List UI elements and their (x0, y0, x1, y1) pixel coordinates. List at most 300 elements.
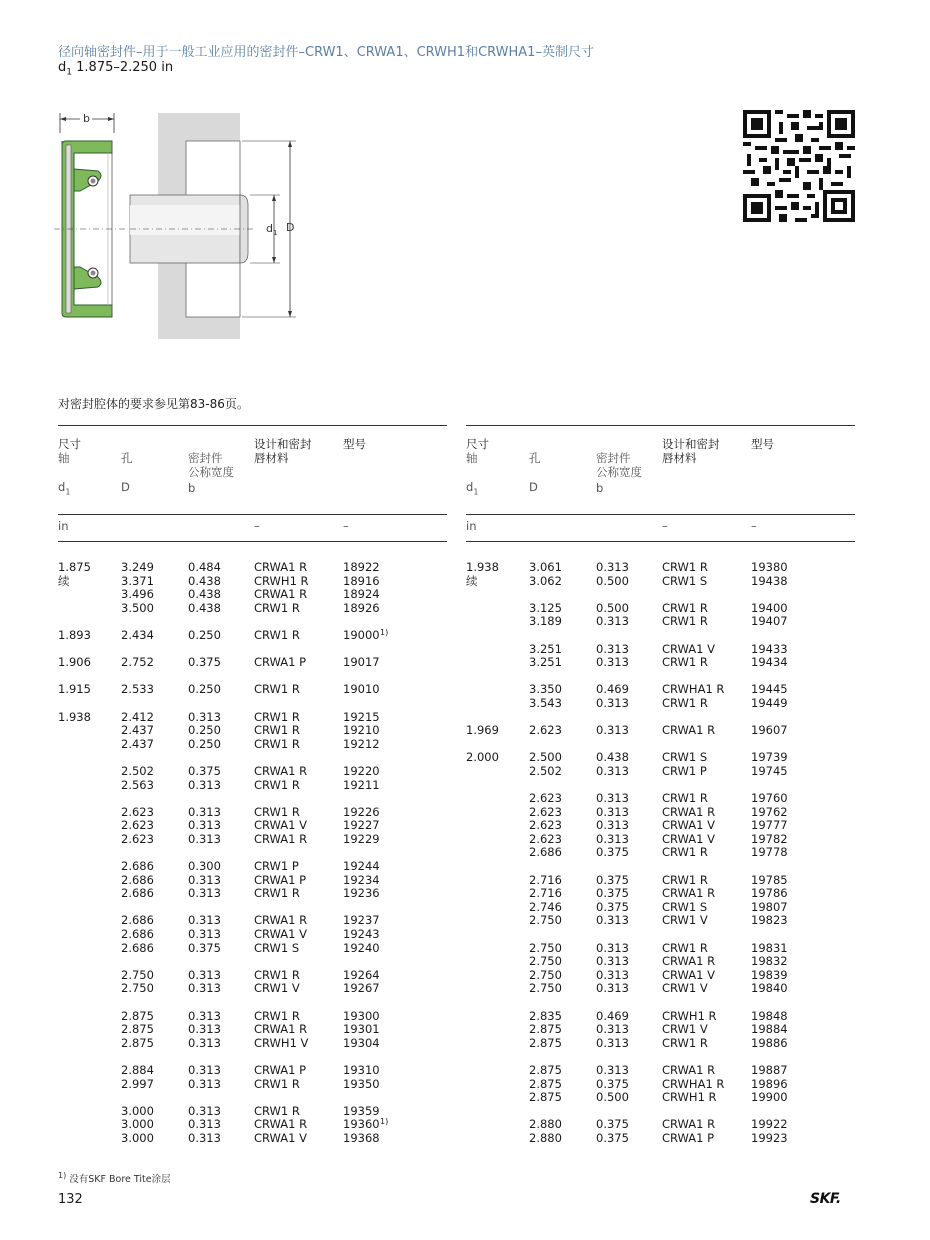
skf-logo: SKF. (810, 1191, 841, 1207)
table-row (466, 833, 855, 847)
seal-width-cell: 0.313 (188, 1022, 221, 1037)
designation-cell: 19237 (343, 913, 380, 928)
table-row (58, 1078, 447, 1092)
design-material-cell: CRWA1 P (254, 655, 307, 670)
designation-cell: 19922 (751, 1117, 788, 1132)
bore-diameter-cell: 2.835 (529, 1008, 562, 1023)
table-row (466, 765, 855, 779)
designation-cell: 19887 (751, 1062, 788, 1077)
table-row (58, 1037, 447, 1051)
designation-cell: 19350 (343, 1076, 380, 1091)
table-row (466, 575, 855, 589)
designation-cell: 19234 (343, 872, 380, 887)
designation-cell: 19782 (751, 831, 788, 846)
design-material-cell: CRW1 R (662, 560, 708, 574)
designation-cell: 19244 (343, 859, 380, 874)
design-material-cell: CRWA1 R (662, 1117, 716, 1132)
table-row (466, 1078, 855, 1092)
seal-width-cell: 0.500 (596, 1090, 629, 1105)
page-title: 径向轴密封件–用于一般工业应用的密封件–CRW1、CRWA1、CRWH1和CRWHA1–英制尺寸 (58, 45, 594, 60)
designation-cell: 19831 (751, 940, 788, 955)
table-body-right (466, 561, 855, 1146)
seal-width-cell: 0.375 (596, 1117, 629, 1132)
seal-width-cell: 0.375 (596, 1076, 629, 1091)
design-material-cell: CRW1 P (662, 763, 707, 778)
table-row (466, 1037, 855, 1051)
unit-dash: – (254, 519, 260, 533)
table-row (466, 683, 855, 697)
table-rule (466, 425, 855, 426)
design-material-cell: CRWA1 V (662, 967, 716, 982)
designation-cell: 19438 (751, 573, 788, 588)
designation-cell: 19760 (751, 791, 788, 806)
qr-code (743, 110, 855, 222)
table-row (466, 955, 855, 969)
designation-cell: 19212 (343, 736, 380, 751)
seal-width-cell: 0.313 (188, 804, 221, 819)
design-material-cell: CRWH1 V (254, 1035, 309, 1050)
shaft-diameter-cell: 1.875 (58, 560, 91, 574)
table-row (466, 561, 855, 575)
designation-cell: 18924 (343, 587, 380, 602)
bore-diameter-cell: 2.875 (529, 1090, 562, 1105)
seal-width-cell: 0.313 (596, 560, 629, 574)
bore-diameter-cell: 2.750 (529, 940, 562, 955)
bore-diameter-cell: 2.686 (121, 886, 154, 901)
seal-width-cell: 0.375 (188, 763, 221, 778)
bore-diameter-cell: 2.875 (529, 1022, 562, 1037)
unit-in: in (466, 519, 477, 533)
design-material-cell: CRWA1 R (662, 886, 716, 901)
symbol-b: b (596, 481, 604, 495)
bore-diameter-cell: 2.686 (121, 872, 154, 887)
seal-width-cell: 0.313 (596, 954, 629, 969)
designation-cell: 19449 (751, 695, 788, 710)
seal-width-cell: 0.484 (188, 560, 221, 574)
designation-cell: 19229 (343, 831, 380, 846)
seal-width-cell: 0.250 (188, 682, 221, 697)
seal-width-cell: 0.313 (596, 818, 629, 833)
seal-width-cell: 0.313 (596, 831, 629, 846)
table-row (466, 874, 855, 888)
seal-width-cell: 0.313 (188, 1008, 221, 1023)
designation-cell: 19017 (343, 655, 380, 670)
bore-diameter-cell: 2.875 (529, 1076, 562, 1091)
label-b: b (83, 112, 90, 125)
header-bore: 孔 (121, 451, 133, 465)
table-row (58, 724, 447, 738)
seal-width-cell: 0.313 (188, 777, 221, 792)
seal-width-cell: 0.313 (596, 913, 629, 928)
size-range-subtitle: $d_1$ 1.875–2.250 in (58, 60, 174, 78)
designation-cell: 18926 (343, 600, 380, 615)
designation-cell: 19848 (751, 1008, 788, 1023)
designation-cell: 19900 (751, 1090, 788, 1105)
seal-width-cell: 0.313 (188, 967, 221, 982)
design-material-cell: CRW1 R (662, 791, 708, 806)
designation-cell: 19240 (343, 940, 380, 955)
design-material-cell: CRWA1 R (662, 723, 716, 738)
designation-cell: 19400 (751, 600, 788, 615)
header-bore: 孔 (529, 451, 541, 465)
designation-cell: 19745 (751, 763, 788, 778)
seal-width-cell: 0.469 (596, 1008, 629, 1023)
table-row (466, 969, 855, 983)
designation-cell: 19785 (751, 872, 788, 887)
design-material-cell: CRW1 R (662, 600, 708, 615)
design-material-cell: CRW1 R (662, 845, 708, 860)
table-row (466, 1010, 855, 1024)
table-row (58, 683, 447, 697)
bore-diameter-cell: 2.716 (529, 872, 562, 887)
designation-cell: 19886 (751, 1035, 788, 1050)
designation-cell: 19778 (751, 845, 788, 860)
footnote: $^{1)}$ 没有SKF Bore Tite涂层 (58, 1170, 171, 1185)
bore-diameter-cell: 2.750 (121, 967, 154, 982)
table-row (466, 792, 855, 806)
bore-diameter-cell: 2.686 (529, 845, 562, 860)
shaft-diameter-cell: 1.969 (466, 723, 499, 738)
design-material-cell: CRWA1 R (662, 1062, 716, 1077)
design-material-cell: CRWA1 P (662, 1130, 715, 1145)
header-width: 密封件 公称宽度 (596, 451, 642, 479)
designation-cell: 18916 (343, 573, 380, 588)
seal-width-cell: 0.375 (596, 899, 629, 914)
design-material-cell: CRW1 R (254, 1076, 300, 1091)
table-row (58, 874, 447, 888)
table-row (466, 1064, 855, 1078)
design-material-cell: CRW1 S (254, 940, 300, 955)
table-row: 1.893 2.434 0.250 CRW1 R 19000 1) (58, 627, 389, 642)
bore-diameter-cell: 2.750 (529, 967, 562, 982)
table-row (466, 806, 855, 820)
designation-cell: 19368 (343, 1130, 380, 1145)
designation-cell: 19215 (343, 709, 380, 724)
table-row (466, 751, 855, 765)
symbol-d1: $d_1$ (466, 480, 479, 497)
bore-diameter-cell: 3.371 (121, 573, 154, 588)
seal-width-cell: 0.375 (596, 845, 629, 860)
designation-cell: 19227 (343, 818, 380, 833)
designation-cell: 19777 (751, 818, 788, 833)
seal-width-cell: 0.313 (188, 872, 221, 887)
designation-cell: 19762 (751, 804, 788, 819)
design-material-cell: CRW1 V (662, 981, 708, 996)
seal-width-cell: 0.313 (596, 614, 629, 629)
bore-diameter-cell: 2.502 (529, 763, 562, 778)
bore-diameter-cell: 2.880 (529, 1117, 562, 1132)
seal-width-cell: 0.313 (188, 709, 221, 724)
bore-diameter-cell: 2.686 (121, 927, 154, 942)
designation-cell: 19445 (751, 682, 788, 697)
table-row (58, 1105, 447, 1119)
table-row (58, 1010, 447, 1024)
bore-diameter-cell: 3.000 (121, 1117, 154, 1132)
designation-cell: 19359 (343, 1103, 380, 1118)
designation-cell: 19739 (751, 750, 788, 765)
seal-width-cell: 0.313 (596, 791, 629, 806)
design-material-cell: CRWHA1 R (662, 682, 725, 697)
bore-diameter-cell: 2.752 (121, 655, 154, 670)
bore-diameter-cell: 2.623 (121, 831, 154, 846)
table-row (58, 711, 447, 725)
table-row (58, 887, 447, 901)
table-row (58, 942, 447, 956)
bore-diameter-cell: 2.623 (529, 818, 562, 833)
designation-cell: 19264 (343, 967, 380, 982)
design-material-cell: CRWHA1 R (662, 1076, 725, 1091)
table-row (466, 901, 855, 915)
table-row (58, 982, 447, 996)
design-material-cell: CRW1 R (254, 709, 300, 724)
table-row (58, 765, 447, 779)
table-row (466, 1132, 855, 1146)
design-material-cell: CRWA1 R (254, 560, 308, 574)
table-row (466, 914, 855, 928)
design-material-cell: CRW1 R (254, 777, 300, 792)
shaft-diameter-cell: 1.906 (58, 655, 91, 670)
seal-width-cell: 0.313 (596, 981, 629, 996)
seal-width-cell: 0.375 (596, 886, 629, 901)
bore-diameter-cell: 2.746 (529, 899, 562, 914)
bore-diameter-cell: 2.716 (529, 886, 562, 901)
bore-diameter-cell: 2.875 (529, 1062, 562, 1077)
table-row (58, 588, 447, 602)
bore-diameter-cell: 2.623 (529, 791, 562, 806)
seal-width-cell: 0.313 (188, 1117, 221, 1132)
header-width: 密封件 公称宽度 (188, 451, 234, 479)
seal-width-cell: 0.313 (188, 1130, 221, 1145)
header-designation: 型号 (343, 437, 366, 451)
designation-cell: 19300 (343, 1008, 380, 1023)
design-material-cell: CRWA1 R (662, 954, 716, 969)
seal-width-cell: 0.250 (188, 723, 221, 738)
table-row (58, 1064, 447, 1078)
design-material-cell: CRW1 R (662, 695, 708, 710)
label-D: D (286, 221, 295, 234)
bore-diameter-cell: 2.533 (121, 682, 154, 697)
housing-requirements-note: 对密封腔体的要求参见第83-86页。 (58, 397, 249, 411)
seal-width-cell: 0.313 (596, 1035, 629, 1050)
bore-diameter-cell: 2.623 (121, 818, 154, 833)
bore-diameter-cell: 2.686 (121, 859, 154, 874)
seal-width-cell: 0.313 (188, 1062, 221, 1077)
seal-width-cell: 0.313 (188, 927, 221, 942)
designation-cell: 19884 (751, 1022, 788, 1037)
design-material-cell: CRW1 R (254, 967, 300, 982)
seal-width-cell: 0.313 (188, 913, 221, 928)
bore-diameter-cell: 2.623 (529, 804, 562, 819)
header-design: 设计和密封 唇材料 (662, 437, 720, 465)
unit-dash: – (662, 519, 668, 533)
table-row (466, 887, 855, 901)
bore-diameter-cell: 3.061 (529, 560, 562, 574)
design-material-cell: CRW1 S (662, 899, 708, 914)
seal-width-cell: 0.375 (596, 1130, 629, 1145)
designation-cell: 19243 (343, 927, 380, 942)
designation-cell: 19267 (343, 981, 380, 996)
bore-diameter-cell: 3.350 (529, 682, 562, 697)
designation-cell: 19832 (751, 954, 788, 969)
bore-diameter-cell: 2.875 (121, 1008, 154, 1023)
bore-diameter-cell: 2.875 (121, 1035, 154, 1050)
design-material-cell: CRW1 P (254, 859, 299, 874)
seal-width-cell: 0.313 (188, 1076, 221, 1091)
shaft-diameter-cell: 1.915 (58, 682, 91, 697)
seal-width-cell: 0.250 (188, 627, 221, 642)
design-material-cell: CRW1 V (254, 981, 300, 996)
seal-width-cell: 0.313 (596, 940, 629, 955)
table-row (466, 602, 855, 616)
table-row (466, 942, 855, 956)
table-row (466, 697, 855, 711)
design-material-cell: CRW1 R (254, 682, 300, 697)
table-row (466, 615, 855, 629)
designation-cell: 19304 (343, 1035, 380, 1050)
seal-width-cell: 0.313 (596, 763, 629, 778)
design-material-cell: CRWA1 V (254, 1130, 308, 1145)
designation-cell: 19360 (343, 1117, 380, 1132)
designation-cell: 18922 (343, 560, 380, 574)
seal-width-cell: 0.438 (596, 750, 629, 765)
seal-width-cell: 0.313 (596, 723, 629, 738)
table-row (58, 914, 447, 928)
design-material-cell: CRWA1 R (662, 804, 716, 819)
designation-cell: 19786 (751, 886, 788, 901)
seal-cross-section-drawing (50, 105, 310, 350)
design-material-cell: CRWA1 V (254, 818, 308, 833)
design-material-cell: CRW1 S (662, 750, 708, 765)
design-material-cell: CRWH1 R (254, 573, 309, 588)
designation-cell: 19000 (343, 627, 380, 642)
symbol-d1: $d_1$ (58, 480, 71, 497)
table-row (58, 1023, 447, 1037)
table-row (58, 561, 447, 575)
table-rule (466, 541, 855, 542)
bore-diameter-cell: 3.251 (529, 641, 562, 656)
design-material-cell: CRWA1 R (254, 831, 308, 846)
bore-diameter-cell: 2.623 (529, 723, 562, 738)
seal-width-cell: 0.313 (596, 1022, 629, 1037)
table-row (466, 1023, 855, 1037)
label-d1: $d_1$ (266, 222, 278, 237)
shaft-diameter-cell: 1.938 (58, 709, 91, 724)
unit-dash: – (343, 519, 349, 533)
design-material-cell: CRW1 R (254, 736, 300, 751)
seal-width-cell: 0.313 (596, 695, 629, 710)
design-material-cell: CRW1 R (254, 804, 300, 819)
header-design: 设计和密封 唇材料 (254, 437, 312, 465)
table-row (58, 779, 447, 793)
page-number: 132 (58, 1192, 83, 1207)
design-material-cell: CRW1 R (662, 940, 708, 955)
design-material-cell: CRW1 S (662, 573, 708, 588)
design-material-cell: CRWA1 R (254, 1117, 308, 1132)
bore-diameter-cell: 3.189 (529, 614, 562, 629)
design-material-cell: CRWA1 V (254, 927, 308, 942)
design-material-cell: CRWA1 V (662, 831, 716, 846)
design-material-cell: CRWA1 R (254, 763, 308, 778)
bore-diameter-cell: 2.750 (529, 913, 562, 928)
unit-dash: – (751, 519, 757, 533)
seal-width-cell: 0.250 (188, 736, 221, 751)
design-material-cell: CRW1 R (662, 872, 708, 887)
header-designation: 型号 (751, 437, 774, 451)
designation-cell: 19211 (343, 777, 380, 792)
table-row (466, 846, 855, 860)
header-dimensions: 尺寸 轴 (58, 437, 81, 465)
seal-width-cell: 0.313 (188, 886, 221, 901)
seal-width-cell: 0.313 (188, 831, 221, 846)
seal-width-cell: 0.500 (596, 600, 629, 615)
designation-cell: 19407 (751, 614, 788, 629)
bore-diameter-cell: 2.884 (121, 1062, 154, 1077)
designation-cell: 19840 (751, 981, 788, 996)
designation-cell: 19839 (751, 967, 788, 982)
design-material-cell: CRWA1 R (254, 913, 308, 928)
seal-width-cell: 0.313 (188, 981, 221, 996)
bore-diameter-cell: 3.062 (529, 573, 562, 588)
bore-diameter-cell: 3.000 (121, 1103, 154, 1118)
table-row (58, 833, 447, 847)
design-material-cell: CRWH1 R (662, 1090, 717, 1105)
seal-width-cell: 0.313 (596, 655, 629, 670)
shaft-diameter-cell: 续 (466, 573, 478, 588)
bore-diameter-cell: 3.125 (529, 600, 562, 615)
table-row (58, 1132, 447, 1146)
designation-cell: 19607 (751, 723, 788, 738)
table-row (58, 860, 447, 874)
table-row (466, 819, 855, 833)
seal-width-cell: 0.375 (188, 655, 221, 670)
bore-diameter-cell: 2.686 (121, 940, 154, 955)
designation-cell: 19923 (751, 1130, 788, 1145)
bore-diameter-cell: 2.997 (121, 1076, 154, 1091)
seal-width-cell: 0.313 (596, 641, 629, 656)
bore-diameter-cell: 2.750 (529, 954, 562, 969)
designation-cell: 19310 (343, 1062, 380, 1077)
design-material-cell: CRW1 R (254, 886, 300, 901)
design-material-cell: CRW1 R (254, 627, 300, 642)
table-row (466, 1091, 855, 1105)
seal-width-cell: 0.300 (188, 859, 221, 874)
table-row (58, 602, 447, 616)
bore-diameter-cell: 3.251 (529, 655, 562, 670)
bore-diameter-cell: 2.502 (121, 763, 154, 778)
design-material-cell: CRWA1 R (254, 587, 308, 602)
seal-width-cell: 0.313 (188, 1035, 221, 1050)
table-row (466, 724, 855, 738)
designation-cell: 19226 (343, 804, 380, 819)
bore-diameter-cell: 2.437 (121, 736, 154, 751)
seal-width-cell: 0.438 (188, 587, 221, 602)
bore-diameter-cell: 3.496 (121, 587, 154, 602)
bore-diameter-cell: 3.500 (121, 600, 154, 615)
designation-cell: 19807 (751, 899, 788, 914)
design-material-cell: CRWA1 P (254, 872, 307, 887)
bore-diameter-cell: 2.880 (529, 1130, 562, 1145)
table-row (58, 575, 447, 589)
table-row (58, 819, 447, 833)
shaft-diameter-cell: 1.938 (466, 560, 499, 574)
design-material-cell: CRW1 R (254, 600, 300, 615)
table-rule (58, 541, 447, 542)
table-row: 3.000 0.313 CRWA1 R 19360 1) (121, 1117, 389, 1132)
symbol-b: b (188, 481, 196, 495)
design-material-cell: CRWH1 R (662, 1008, 717, 1023)
seal-width-cell: 0.313 (188, 818, 221, 833)
symbol-D: D (121, 480, 130, 494)
